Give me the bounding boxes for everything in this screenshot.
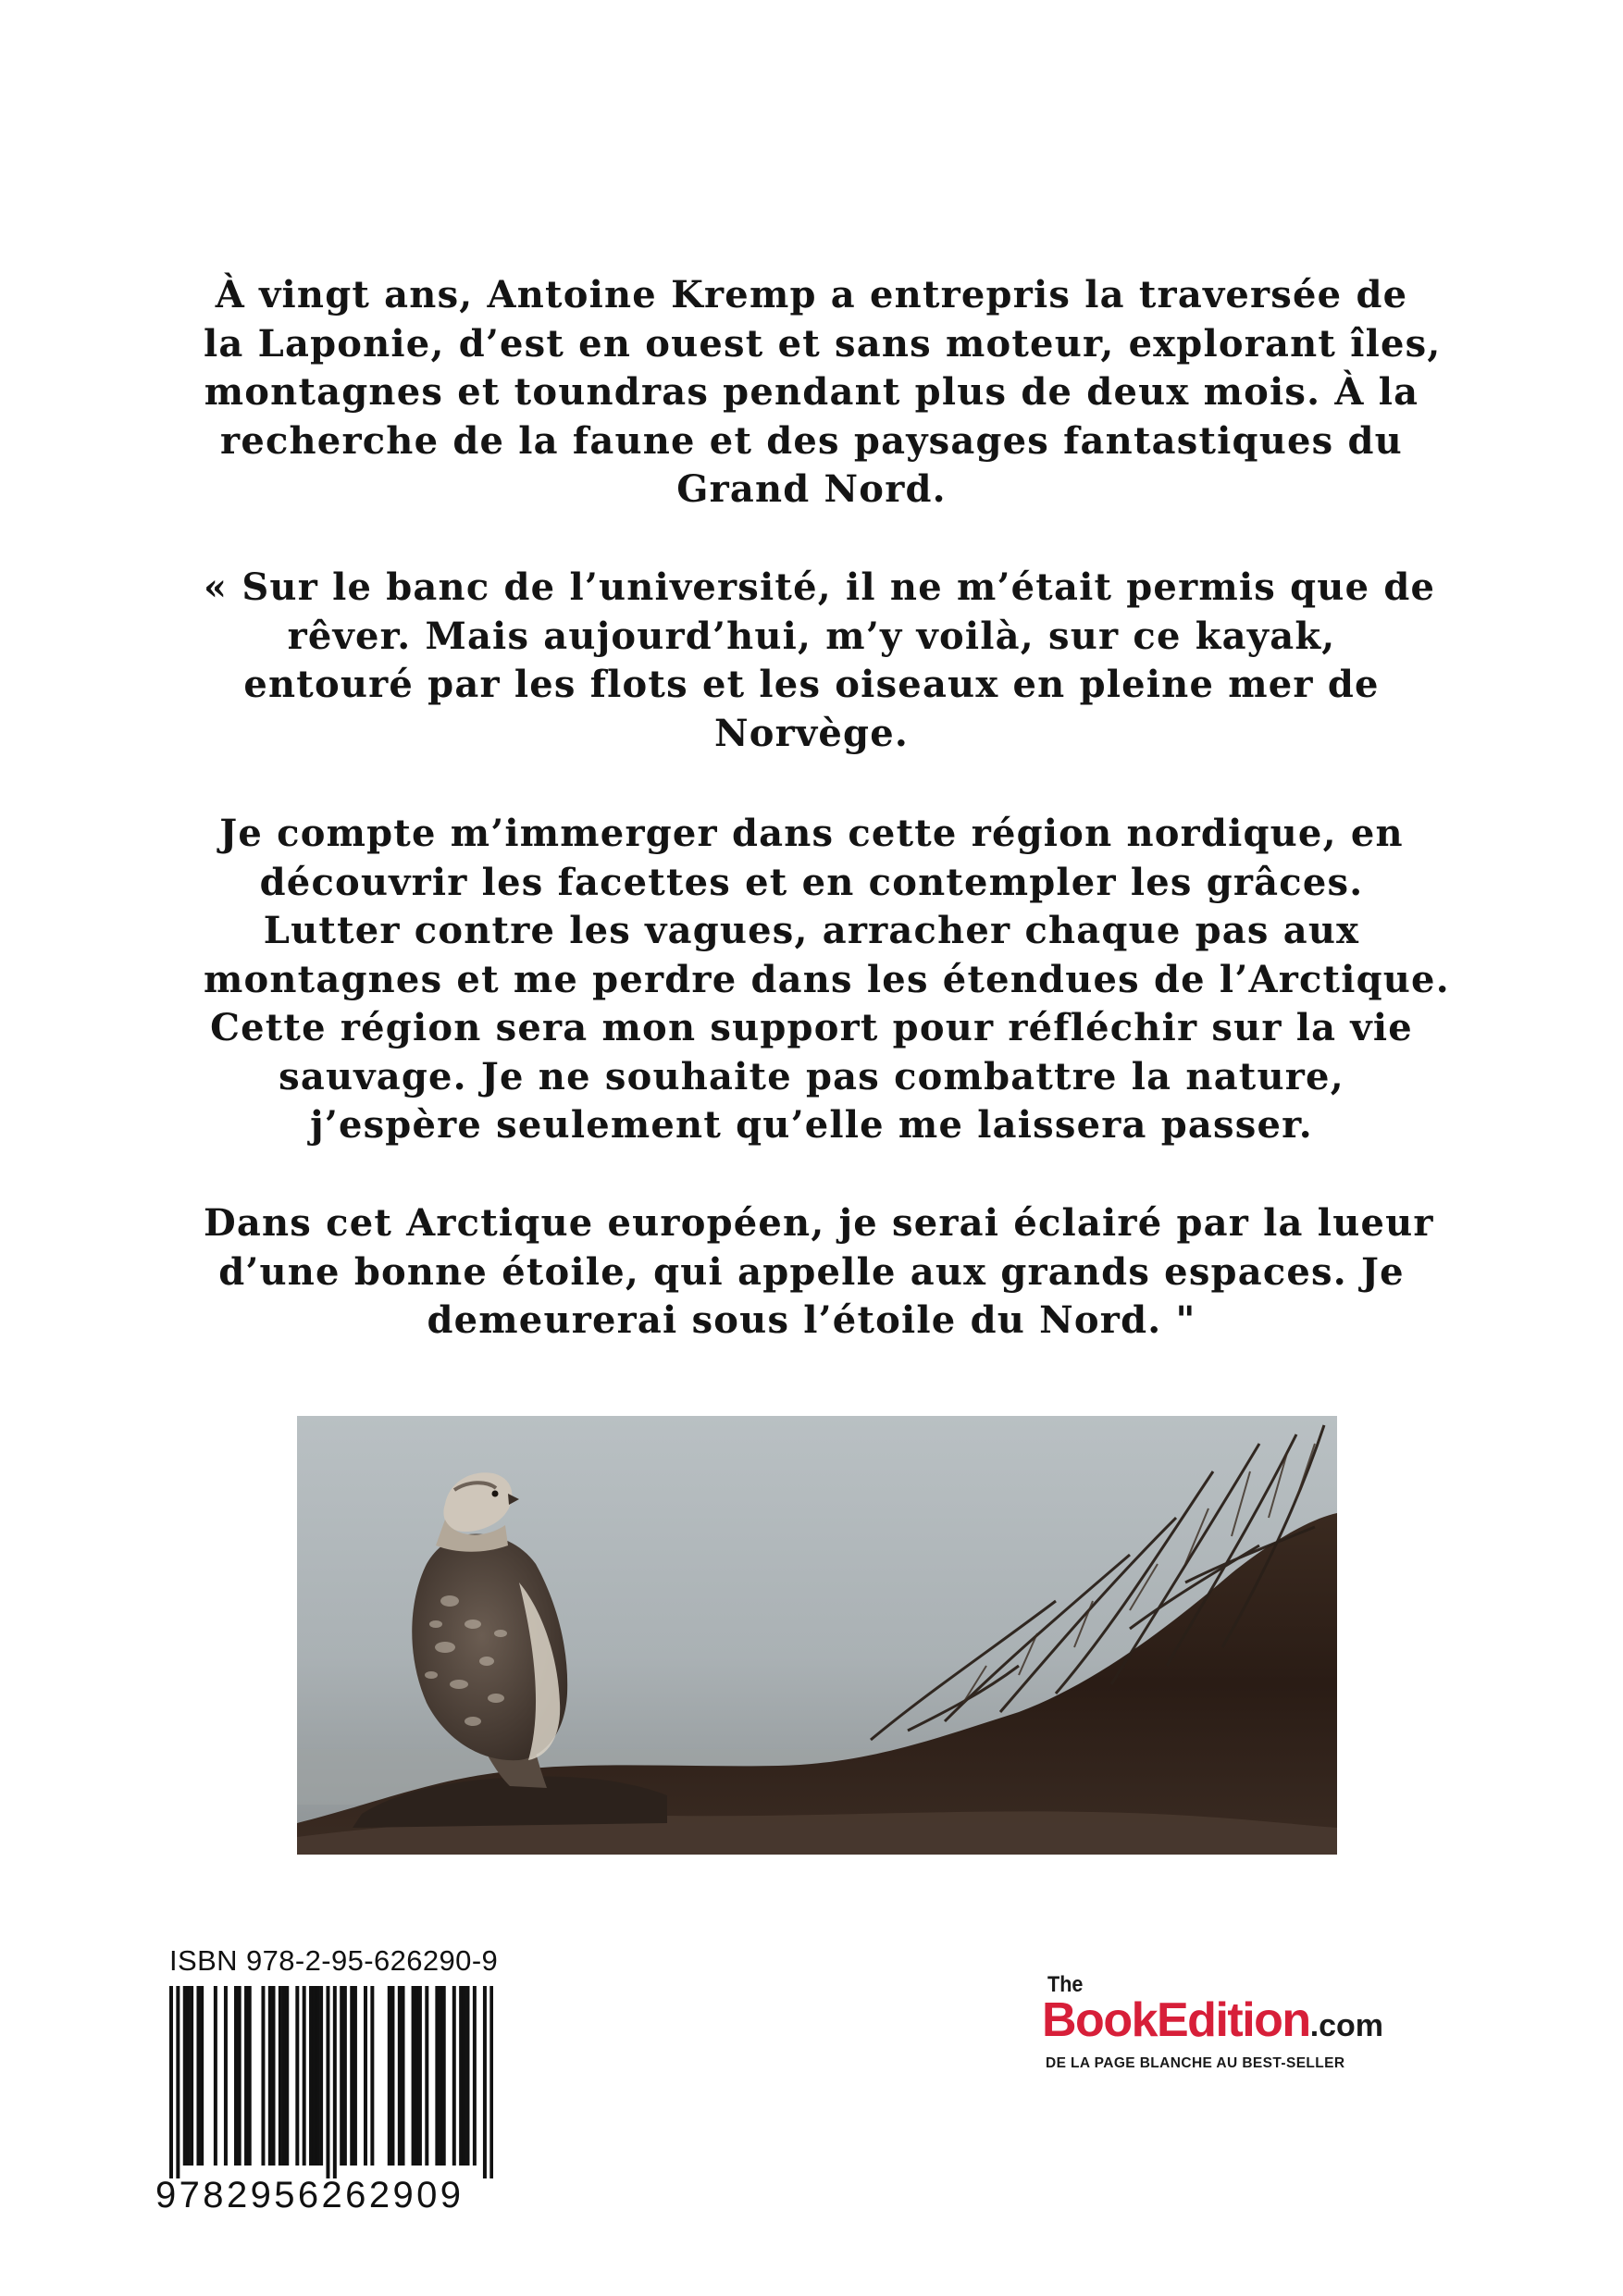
logo-domain: .com (1309, 2008, 1384, 2043)
blurb-line: Norvège. (714, 711, 909, 755)
barcode-bar (285, 1986, 289, 2166)
barcode-bar (418, 1986, 422, 2166)
blurb-line: Dans cet Arctique européen, je serai éclairé par la lueur (204, 1201, 1434, 1245)
barcode-bar (473, 1986, 477, 2166)
barcode-bar (412, 1986, 415, 2166)
barcode-bar (295, 1986, 299, 2166)
barcode-bar (238, 1986, 242, 2166)
blurb-line: découvrir les facettes et en contempler les grâces. (259, 860, 1364, 904)
barcode-bar (340, 1986, 343, 2166)
barcode-bar (303, 1986, 306, 2166)
blurb-line: Cette région sera mon support pour réfléchir sur la vie (210, 1006, 1413, 1049)
barcode-bar (224, 1986, 228, 2166)
blurb-line: sauvage. Je ne souhaite pas combattre la nature, (279, 1054, 1344, 1098)
blurb-line: À vingt ans, Antoine Kremp a entrepris la traversée de (215, 273, 1408, 316)
blurb-line: Grand Nord. (676, 467, 947, 511)
logo-name: BookEdition (1042, 1993, 1310, 2047)
blurb-paragraph-4 (204, 1199, 1434, 1346)
blurb-line: montagnes et toundras pendant plus de deux mois. À la (204, 370, 1419, 414)
hawk-photo-illustration (297, 1416, 1337, 1855)
blurb-paragraph-3 (204, 810, 1450, 1150)
blurb-line: la Laponie, d’est en ouest et sans moteur, explorant îles, (204, 321, 1442, 366)
barcode-bar (388, 1986, 391, 2166)
barcode-bar (169, 1986, 173, 2178)
barcode-digits: 9782956262909 (155, 2175, 465, 2215)
barcode-bar (282, 1986, 286, 2166)
publisher-logo (1042, 1974, 1468, 2092)
barcode-bar (186, 1986, 190, 2166)
barcode-bar (459, 1986, 463, 2166)
barcode-bar (343, 1986, 347, 2166)
barcode-bar (390, 1986, 394, 2166)
barcode-bar (402, 1986, 405, 2166)
blurb-paragraph-2 (204, 564, 1436, 758)
logo-the: The (1047, 1972, 1084, 1997)
barcode-bar (316, 1986, 319, 2166)
blurb-paragraph-1 (204, 271, 1442, 515)
barcode-bar (234, 1986, 238, 2166)
barcode-bar (183, 1986, 187, 2166)
barcode-bar (313, 1986, 316, 2166)
barcode-bar (190, 1986, 193, 2166)
barcode-bar (452, 1986, 456, 2166)
barcode-bar (398, 1986, 402, 2166)
logo-wordmark (1042, 1992, 1383, 2054)
barcode-bar (333, 1986, 337, 2178)
barcode-bar (244, 1986, 248, 2166)
blurb-line: j’espère seulement qu’elle me laissera passer. (310, 1103, 1313, 1147)
barcode-bar (319, 1986, 323, 2166)
barcode-bar (370, 1986, 374, 2166)
blurb-line: recherche de la faune et des paysages fantastiques du (220, 418, 1403, 463)
barcode-bar (439, 1986, 442, 2166)
blurb-line: rêver. Mais aujourd’hui, m’y voilà, sur ce kayak, (287, 614, 1336, 658)
barcode-bar (261, 1986, 265, 2166)
barcode-bar (466, 1986, 470, 2166)
barcode-bar (279, 1986, 282, 2166)
barcode-bar (214, 1986, 217, 2166)
barcode-bar (483, 1986, 487, 2178)
blurb-line: Lutter contre les vagues, arracher chaque pas aux (263, 909, 1360, 952)
barcode-bar (350, 1986, 353, 2166)
barcode-bar (442, 1986, 446, 2166)
barcode-bar (415, 1986, 418, 2166)
barcode-bar (272, 1986, 276, 2166)
barcode-bar (326, 1986, 329, 2178)
blurb-line: d’une bonne étoile, qui appelle aux grands espaces. Je (218, 1249, 1405, 1294)
barcode (169, 1986, 493, 2178)
barcode-bar (248, 1986, 252, 2166)
blurb-line: « Sur le banc de l’université, il ne m’était permis que de (204, 565, 1436, 609)
blurb-line: montagnes et me perdre dans les étendues de l’Arctique. (204, 957, 1450, 1001)
barcode-bar (463, 1986, 466, 2166)
hawk-photo (297, 1416, 1337, 1855)
barcode-bar (353, 1986, 357, 2166)
barcode-bar (489, 1986, 493, 2178)
isbn-label: ISBN 978-2-95-626290-9 (169, 1944, 499, 1977)
barcode-bar (176, 1986, 180, 2178)
barcode-bar (425, 1986, 428, 2166)
logo-tagline: DE LA PAGE BLANCHE AU BEST-SELLER (1046, 2055, 1345, 2071)
barcode-bar (309, 1986, 313, 2166)
barcode-bar (435, 1986, 439, 2166)
barcode-bar (268, 1986, 272, 2166)
barcode-bar (200, 1986, 204, 2166)
blurb-line: entouré par les flots et les oiseaux en pleine mer de (243, 663, 1380, 706)
barcode-bar (364, 1986, 367, 2166)
barcode-bar (196, 1986, 200, 2166)
blurb-line: demeurerai sous l’étoile du Nord. " (427, 1298, 1196, 1342)
blurb-line: Je compte m’immerger dans cette région nordique, en (219, 812, 1404, 855)
